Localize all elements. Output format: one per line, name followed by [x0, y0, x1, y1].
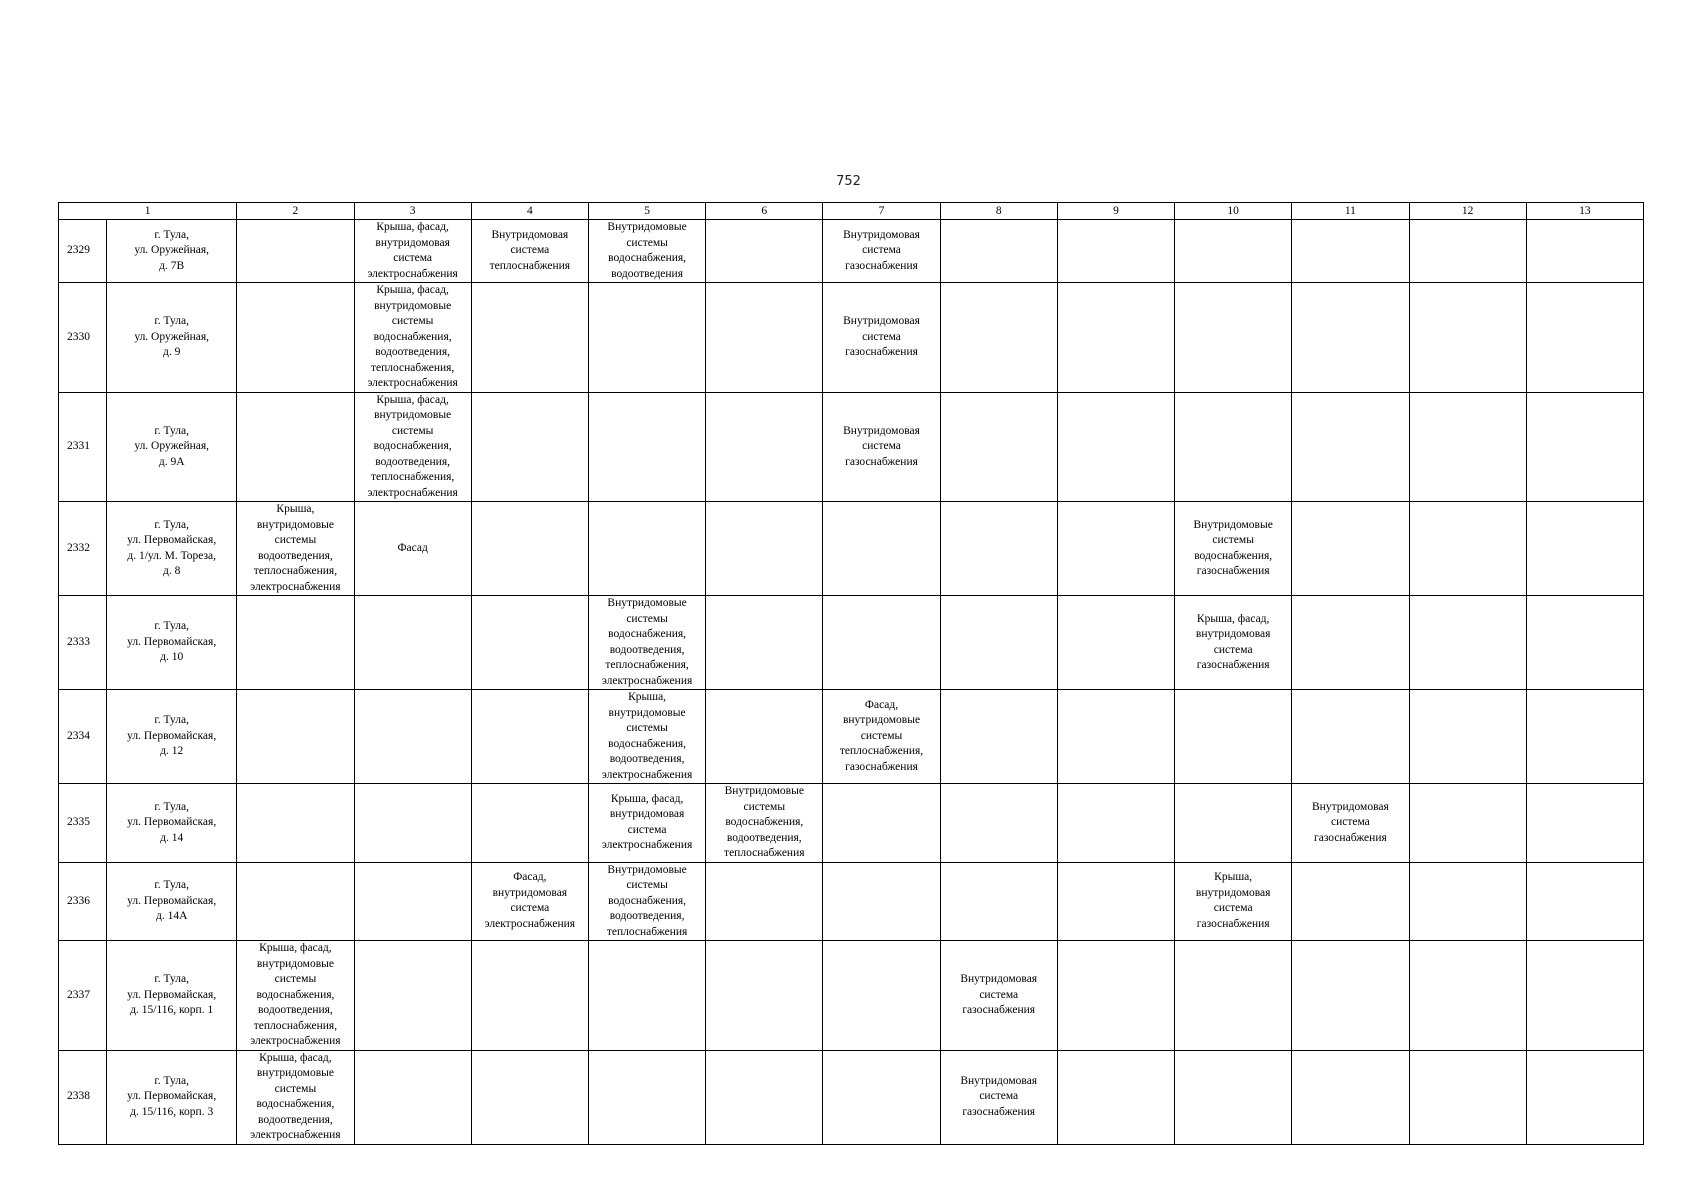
- row-number: 2336: [59, 862, 107, 941]
- cell-col-8: [940, 862, 1057, 941]
- cell-col-2: [237, 862, 354, 941]
- cell-col-10: [1175, 220, 1292, 283]
- cell-col-11: [1292, 596, 1409, 690]
- cell-col-12: [1409, 392, 1526, 502]
- cell-col-12: [1409, 283, 1526, 393]
- header-col-8: 8: [940, 203, 1057, 220]
- cell-col-3: [354, 784, 471, 863]
- cell-col-5: [588, 502, 705, 596]
- row-number: 2335: [59, 784, 107, 863]
- header-col-7: 7: [823, 203, 940, 220]
- cell-col-10: [1175, 690, 1292, 784]
- row-number: 2332: [59, 502, 107, 596]
- cell-col-4: Внутридомовая система теплоснабжения: [471, 220, 588, 283]
- cell-col-2: [237, 596, 354, 690]
- cell-col-7: Внутридомовая система газоснабжения: [823, 283, 940, 393]
- cell-col-6: [706, 690, 823, 784]
- cell-col-7: [823, 862, 940, 941]
- address-cell: г. Тула, ул. Первомайская, д. 15/116, корп. 1: [107, 941, 237, 1051]
- cell-col-10: [1175, 784, 1292, 863]
- cell-col-5: Внутридомовые системы водоснабжения, водоотведения, теплоснабжения, электроснабжения: [588, 596, 705, 690]
- cell-col-7: Фасад, внутридомовые системы теплоснабжения, газоснабжения: [823, 690, 940, 784]
- cell-col-4: [471, 283, 588, 393]
- cell-col-11: [1292, 502, 1409, 596]
- cell-col-8: Внутридомовая система газоснабжения: [940, 1050, 1057, 1144]
- cell-col-11: [1292, 690, 1409, 784]
- cell-col-13: [1526, 220, 1643, 283]
- cell-col-13: [1526, 784, 1643, 863]
- table-row: [59, 502, 1644, 596]
- address-cell: г. Тула, ул. Оружейная, д. 9: [107, 283, 237, 393]
- header-col-2: 2: [237, 203, 354, 220]
- cell-col-8: [940, 784, 1057, 863]
- cell-col-6: [706, 941, 823, 1051]
- address-cell: г. Тула, ул. Оружейная, д. 9А: [107, 392, 237, 502]
- cell-col-13: [1526, 690, 1643, 784]
- cell-col-5: [588, 283, 705, 393]
- row-number: 2337: [59, 941, 107, 1051]
- cell-col-3: Крыша, фасад, внутридомовые системы водоснабжения, водоотведения, теплоснабжения, электроснабжения: [354, 392, 471, 502]
- row-number: 2330: [59, 283, 107, 393]
- cell-col-12: [1409, 502, 1526, 596]
- cell-col-12: [1409, 784, 1526, 863]
- row-number: 2329: [59, 220, 107, 283]
- cell-col-6: [706, 392, 823, 502]
- cell-col-3: [354, 941, 471, 1051]
- cell-col-4: [471, 1050, 588, 1144]
- table-row: [59, 1050, 1644, 1144]
- cell-col-11: [1292, 220, 1409, 283]
- cell-col-4: [471, 392, 588, 502]
- row-number: 2333: [59, 596, 107, 690]
- cell-col-7: [823, 784, 940, 863]
- header-row: [59, 203, 1644, 220]
- cell-col-2: Крыша, фасад, внутридомовые системы водоснабжения, водоотведения, теплоснабжения, электроснабжения: [237, 941, 354, 1051]
- cell-col-9: [1057, 1050, 1174, 1144]
- row-number: 2334: [59, 690, 107, 784]
- cell-col-12: [1409, 941, 1526, 1051]
- cell-col-3: Крыша, фасад, внутридомовые системы водоснабжения, водоотведения, теплоснабжения, электроснабжения: [354, 283, 471, 393]
- repair-schedule-table: [58, 202, 1644, 1145]
- cell-col-8: [940, 596, 1057, 690]
- cell-col-10: Крыша, внутридомовая система газоснабжения: [1175, 862, 1292, 941]
- cell-col-12: [1409, 1050, 1526, 1144]
- header-col-12: 12: [1409, 203, 1526, 220]
- cell-col-13: [1526, 502, 1643, 596]
- cell-col-7: [823, 596, 940, 690]
- cell-col-9: [1057, 941, 1174, 1051]
- cell-col-5: [588, 1050, 705, 1144]
- cell-col-7: Внутридомовая система газоснабжения: [823, 392, 940, 502]
- cell-col-2: [237, 690, 354, 784]
- cell-col-11: [1292, 283, 1409, 393]
- cell-col-8: [940, 392, 1057, 502]
- row-number: 2331: [59, 392, 107, 502]
- cell-col-4: [471, 690, 588, 784]
- cell-col-9: [1057, 784, 1174, 863]
- cell-col-10: [1175, 941, 1292, 1051]
- cell-col-6: [706, 220, 823, 283]
- cell-col-10: [1175, 283, 1292, 393]
- cell-col-9: [1057, 392, 1174, 502]
- cell-col-12: [1409, 690, 1526, 784]
- cell-col-13: [1526, 1050, 1643, 1144]
- row-number: 2338: [59, 1050, 107, 1144]
- header-col-5: 5: [588, 203, 705, 220]
- cell-col-11: [1292, 392, 1409, 502]
- table-row: [59, 283, 1644, 393]
- header-col-4: 4: [471, 203, 588, 220]
- cell-col-6: [706, 1050, 823, 1144]
- cell-col-5: [588, 941, 705, 1051]
- cell-col-2: [237, 283, 354, 393]
- table-row: [59, 941, 1644, 1051]
- cell-col-9: [1057, 220, 1174, 283]
- cell-col-9: [1057, 690, 1174, 784]
- cell-col-9: [1057, 283, 1174, 393]
- address-cell: г. Тула, ул. Первомайская, д. 1/ул. М. Тореза, д. 8: [107, 502, 237, 596]
- cell-col-5: Крыша, фасад, внутридомовая система электроснабжения: [588, 784, 705, 863]
- cell-col-11: [1292, 941, 1409, 1051]
- table-row: [59, 784, 1644, 863]
- cell-col-13: [1526, 283, 1643, 393]
- cell-col-2: [237, 220, 354, 283]
- cell-col-6: Внутридомовые системы водоснабжения, водоотведения, теплоснабжения: [706, 784, 823, 863]
- cell-col-6: [706, 502, 823, 596]
- cell-col-3: [354, 862, 471, 941]
- address-cell: г. Тула, ул. Первомайская, д. 10: [107, 596, 237, 690]
- address-cell: г. Тула, ул. Первомайская, д. 14: [107, 784, 237, 863]
- cell-col-3: Крыша, фасад, внутридомовая система электроснабжения: [354, 220, 471, 283]
- header-col-11: 11: [1292, 203, 1409, 220]
- cell-col-3: [354, 1050, 471, 1144]
- header-col-6: 6: [706, 203, 823, 220]
- cell-col-13: [1526, 862, 1643, 941]
- address-cell: г. Тула, ул. Первомайская, д. 15/116, корп. 3: [107, 1050, 237, 1144]
- cell-col-13: [1526, 596, 1643, 690]
- cell-col-10: Внутридомовые системы водоснабжения, газоснабжения: [1175, 502, 1292, 596]
- cell-col-9: [1057, 596, 1174, 690]
- address-cell: г. Тула, ул. Оружейная, д. 7В: [107, 220, 237, 283]
- cell-col-4: Фасад, внутридомовая система электроснабжения: [471, 862, 588, 941]
- cell-col-7: [823, 502, 940, 596]
- cell-col-4: [471, 596, 588, 690]
- cell-col-7: Внутридомовая система газоснабжения: [823, 220, 940, 283]
- cell-col-4: [471, 502, 588, 596]
- table-row: [59, 862, 1644, 941]
- header-col-9: 9: [1057, 203, 1174, 220]
- cell-col-12: [1409, 862, 1526, 941]
- cell-col-8: [940, 283, 1057, 393]
- cell-col-11: [1292, 1050, 1409, 1144]
- cell-col-9: [1057, 502, 1174, 596]
- cell-col-5: Внутридомовые системы водоснабжения, водоотведения: [588, 220, 705, 283]
- cell-col-2: [237, 392, 354, 502]
- cell-col-5: Внутридомовые системы водоснабжения, водоотведения, теплоснабжения: [588, 862, 705, 941]
- cell-col-5: Крыша, внутридомовые системы водоснабжения, водоотведения, электроснабжения: [588, 690, 705, 784]
- table-row: [59, 220, 1644, 283]
- page-number: 752: [836, 174, 861, 189]
- cell-col-3: [354, 690, 471, 784]
- cell-col-3: Фасад: [354, 502, 471, 596]
- cell-col-2: Крыша, внутридомовые системы водоотведения, теплоснабжения, электроснабжения: [237, 502, 354, 596]
- cell-col-13: [1526, 392, 1643, 502]
- table-row: [59, 392, 1644, 502]
- address-cell: г. Тула, ул. Первомайская, д. 14А: [107, 862, 237, 941]
- cell-col-12: [1409, 596, 1526, 690]
- cell-col-10: [1175, 392, 1292, 502]
- cell-col-2: [237, 784, 354, 863]
- cell-col-10: Крыша, фасад, внутридомовая система газоснабжения: [1175, 596, 1292, 690]
- cell-col-8: [940, 502, 1057, 596]
- cell-col-9: [1057, 862, 1174, 941]
- table-row: [59, 690, 1644, 784]
- cell-col-11: [1292, 862, 1409, 941]
- cell-col-6: [706, 596, 823, 690]
- table-row: [59, 596, 1644, 690]
- cell-col-4: [471, 941, 588, 1051]
- cell-col-13: [1526, 941, 1643, 1051]
- cell-col-11: Внутридомовая система газоснабжения: [1292, 784, 1409, 863]
- cell-col-8: Внутридомовая система газоснабжения: [940, 941, 1057, 1051]
- cell-col-8: [940, 220, 1057, 283]
- cell-col-4: [471, 784, 588, 863]
- cell-col-5: [588, 392, 705, 502]
- header-col-1: 1: [59, 203, 237, 220]
- header-col-3: 3: [354, 203, 471, 220]
- cell-col-7: [823, 941, 940, 1051]
- cell-col-2: Крыша, фасад, внутридомовые системы водоснабжения, водоотведения, электроснабжения: [237, 1050, 354, 1144]
- header-col-10: 10: [1175, 203, 1292, 220]
- cell-col-8: [940, 690, 1057, 784]
- address-cell: г. Тула, ул. Первомайская, д. 12: [107, 690, 237, 784]
- cell-col-6: [706, 862, 823, 941]
- cell-col-7: [823, 1050, 940, 1144]
- cell-col-12: [1409, 220, 1526, 283]
- header-col-13: 13: [1526, 203, 1643, 220]
- cell-col-6: [706, 283, 823, 393]
- cell-col-10: [1175, 1050, 1292, 1144]
- cell-col-3: [354, 596, 471, 690]
